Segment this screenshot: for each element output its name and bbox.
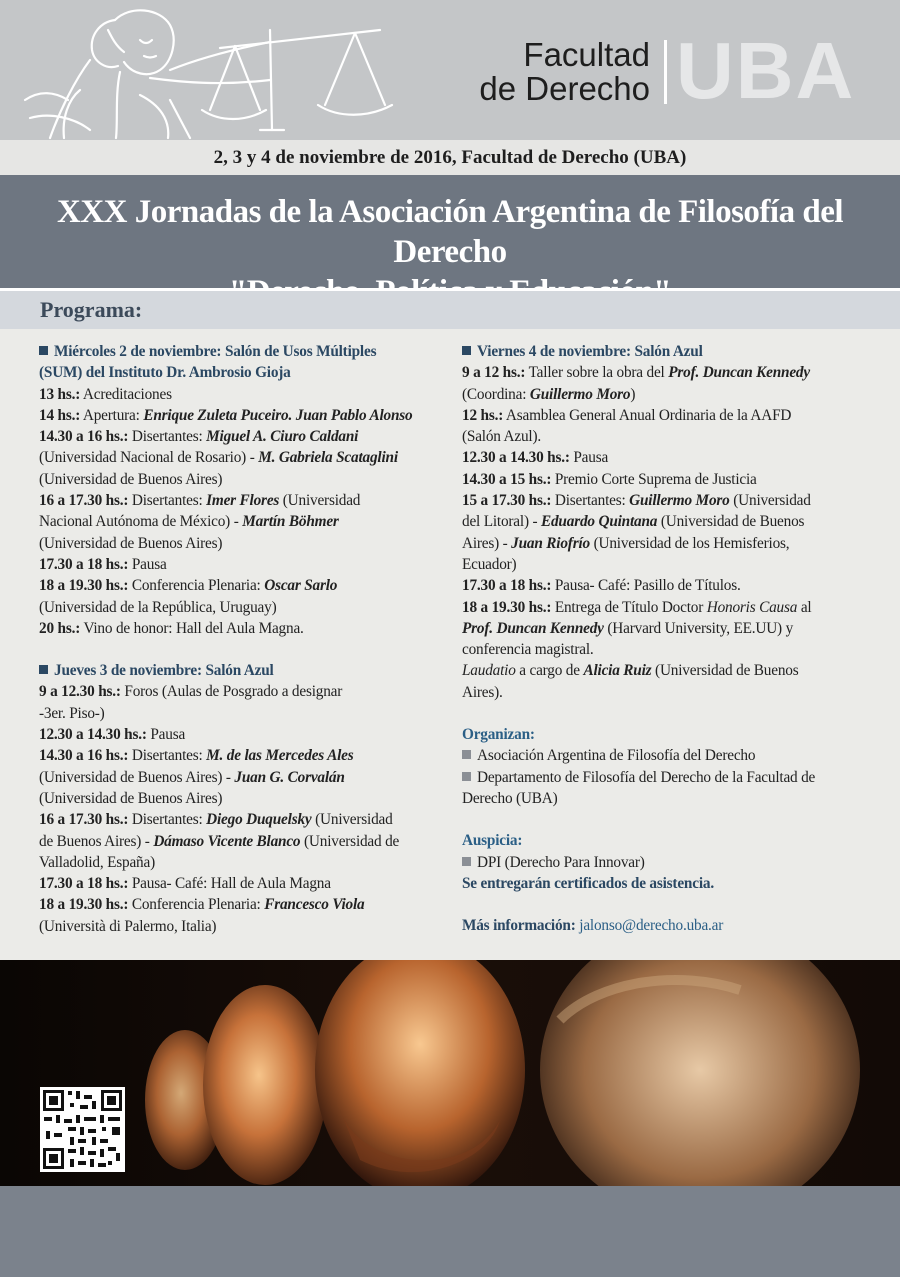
program-content (0, 329, 900, 960)
square-bullet-icon (462, 750, 471, 759)
organizer-item: Departamento de Filosofía del Derecho de la Facultad de (462, 767, 870, 788)
auspicia-heading: Auspicia: (462, 832, 523, 850)
schedule-item: 12.30 a 14.30 hs.: Pausa (462, 449, 609, 467)
day-heading-jueves: Jueves 3 de noviembre: Salón Azul (39, 660, 437, 681)
schedule-item-cont: conferencia magistral. (462, 641, 594, 659)
schedule-item-cont: (Universidad Nacional de Rosario) - M. Gabriela Scataglini (39, 449, 398, 467)
philosopher-busts-photo (0, 960, 900, 1186)
left-column (39, 341, 437, 937)
faculty-name (460, 38, 650, 106)
faculty-line-2: de Derecho (479, 70, 650, 107)
more-info: Más información: jalonso@derecho.uba.ar (462, 917, 724, 935)
organizer-item: Asociación Argentina de Filosofía del Derecho (462, 745, 870, 766)
qr-code-icon (40, 1087, 125, 1172)
logo-divider (664, 40, 667, 104)
schedule-item-cont: Valladolid, España) (39, 853, 155, 871)
schedule-item-cont: Nacional Autónoma de México) - Martín Böhmer (39, 513, 339, 531)
event-title: XXX Jornadas de la Asociación Argentina de Filosofía del Derecho (56, 194, 844, 270)
schedule-item: 13 hs.: Acreditaciones (39, 385, 172, 403)
schedule-item-cont: Ecuador) (462, 555, 517, 573)
footer-band (0, 1186, 900, 1277)
square-bullet-icon (462, 346, 471, 355)
header (0, 0, 900, 140)
schedule-item: Laudatio a cargo de Alicia Ruiz (Universidad de Buenos (462, 662, 799, 680)
schedule-item: 9 a 12.30 hs.: Foros (Aulas de Posgrado a designar (39, 683, 343, 701)
faculty-line-1: Facultad (523, 36, 650, 73)
schedule-item-cont: (Universidad de Buenos Aires) - Juan G. Corvalán (39, 768, 345, 786)
schedule-item: 20 hs.: Vino de honor: Hall del Aula Magna. (39, 619, 304, 637)
justice-figure-illustration (20, 0, 400, 140)
sponsor-item: DPI (Derecho Para Innovar) (462, 852, 870, 873)
event-dates: 2, 3 y 4 de noviembre de 2016, Facultad de Derecho (UBA) (0, 140, 900, 175)
square-bullet-icon (39, 346, 48, 355)
schedule-item-cont: (Salón Azul). (462, 428, 541, 446)
schedule-item: 17.30 a 18 hs.: Pausa (39, 555, 167, 573)
schedule-item: 17.30 a 18 hs.: Pausa- Café: Pasillo de Títulos. (462, 577, 741, 595)
square-bullet-icon (462, 772, 471, 781)
schedule-item: 18 a 19.30 hs.: Conferencia Plenaria: Francesco Viola (39, 896, 365, 914)
schedule-item: 16 a 17.30 hs.: Disertantes: Imer Flores (Universidad (39, 492, 361, 510)
event-title-band (0, 175, 900, 288)
schedule-item: 18 a 19.30 hs.: Conferencia Plenaria: Oscar Sarlo (39, 577, 338, 595)
square-bullet-icon (462, 857, 471, 866)
schedule-item-cont: (Universidad de la República, Uruguay) (39, 598, 277, 616)
day-heading-miercoles: Miércoles 2 de noviembre: Salón de Usos Múltiples (39, 341, 437, 362)
right-column (462, 341, 870, 936)
schedule-item-cont: (Universidad de Buenos Aires) (39, 789, 223, 807)
day-heading-miercoles-line2: (SUM) del Instituto Dr. Ambrosio Gioja (39, 364, 291, 382)
schedule-item: 18 a 19.30 hs.: Entrega de Título Doctor Honoris Causa al (462, 598, 812, 616)
schedule-item: 15 a 17.30 hs.: Disertantes: Guillermo Moro (Universidad (462, 492, 811, 510)
schedule-item: 14.30 a 16 hs.: Disertantes: Miguel A. Ciuro Caldani (39, 428, 359, 446)
certificates-note: Se entregarán certificados de asistencia. (462, 874, 714, 892)
schedule-item: 14.30 a 15 hs.: Premio Corte Suprema de Justicia (462, 470, 757, 488)
programa-heading: Programa: (0, 291, 900, 329)
schedule-item: 9 a 12 hs.: Taller sobre la obra del Prof. Duncan Kennedy (462, 364, 810, 382)
schedule-item-cont: -3er. Piso-) (39, 704, 105, 722)
square-bullet-icon (39, 665, 48, 674)
schedule-item: 16 a 17.30 hs.: Disertantes: Diego Duquelsky (Universidad (39, 811, 393, 829)
schedule-item: 12 hs.: Asamblea General Anual Ordinaria de la AAFD (462, 406, 792, 424)
qr-code[interactable] (40, 1087, 125, 1172)
contact-email-link[interactable]: jalonso@derecho.uba.ar (579, 917, 724, 935)
day-heading-viernes: Viernes 4 de noviembre: Salón Azul (462, 341, 870, 362)
schedule-item: 12.30 a 14.30 hs.: Pausa (39, 726, 186, 744)
schedule-item-cont: de Buenos Aires) - Dámaso Vicente Blanco (Universidad de (39, 832, 400, 850)
schedule-item-cont: (Coordina: Guillermo Moro) (462, 385, 636, 403)
schedule-item-cont: Aires). (462, 683, 503, 701)
schedule-item-cont: (Universidad de Buenos Aires) (39, 470, 223, 488)
schedule-item-cont: Aires) - Juan Riofrío (Universidad de los Hemisferios, (462, 534, 790, 552)
uba-logo-text: UBA (676, 26, 856, 115)
schedule-item-cont: (Università di Palermo, Italia) (39, 917, 217, 935)
schedule-item: 14.30 a 16 hs.: Disertantes: M. de las Mercedes Ales (39, 747, 354, 765)
schedule-item: 14 hs.: Apertura: Enrique Zuleta Puceiro. Juan Pablo Alonso (39, 406, 413, 424)
schedule-item-cont: (Universidad de Buenos Aires) (39, 534, 223, 552)
schedule-item: 17.30 a 18 hs.: Pausa- Café: Hall de Aula Magna (39, 875, 331, 893)
schedule-item-cont: del Litoral) - Eduardo Quintana (Universidad de Buenos (462, 513, 805, 531)
schedule-item-cont: Prof. Duncan Kennedy (Harvard University, EE.UU) y (462, 619, 794, 637)
organizan-heading: Organizan: (462, 726, 535, 744)
busts-illustration (0, 960, 900, 1186)
organizer-item-cont: Derecho (UBA) (462, 789, 558, 807)
